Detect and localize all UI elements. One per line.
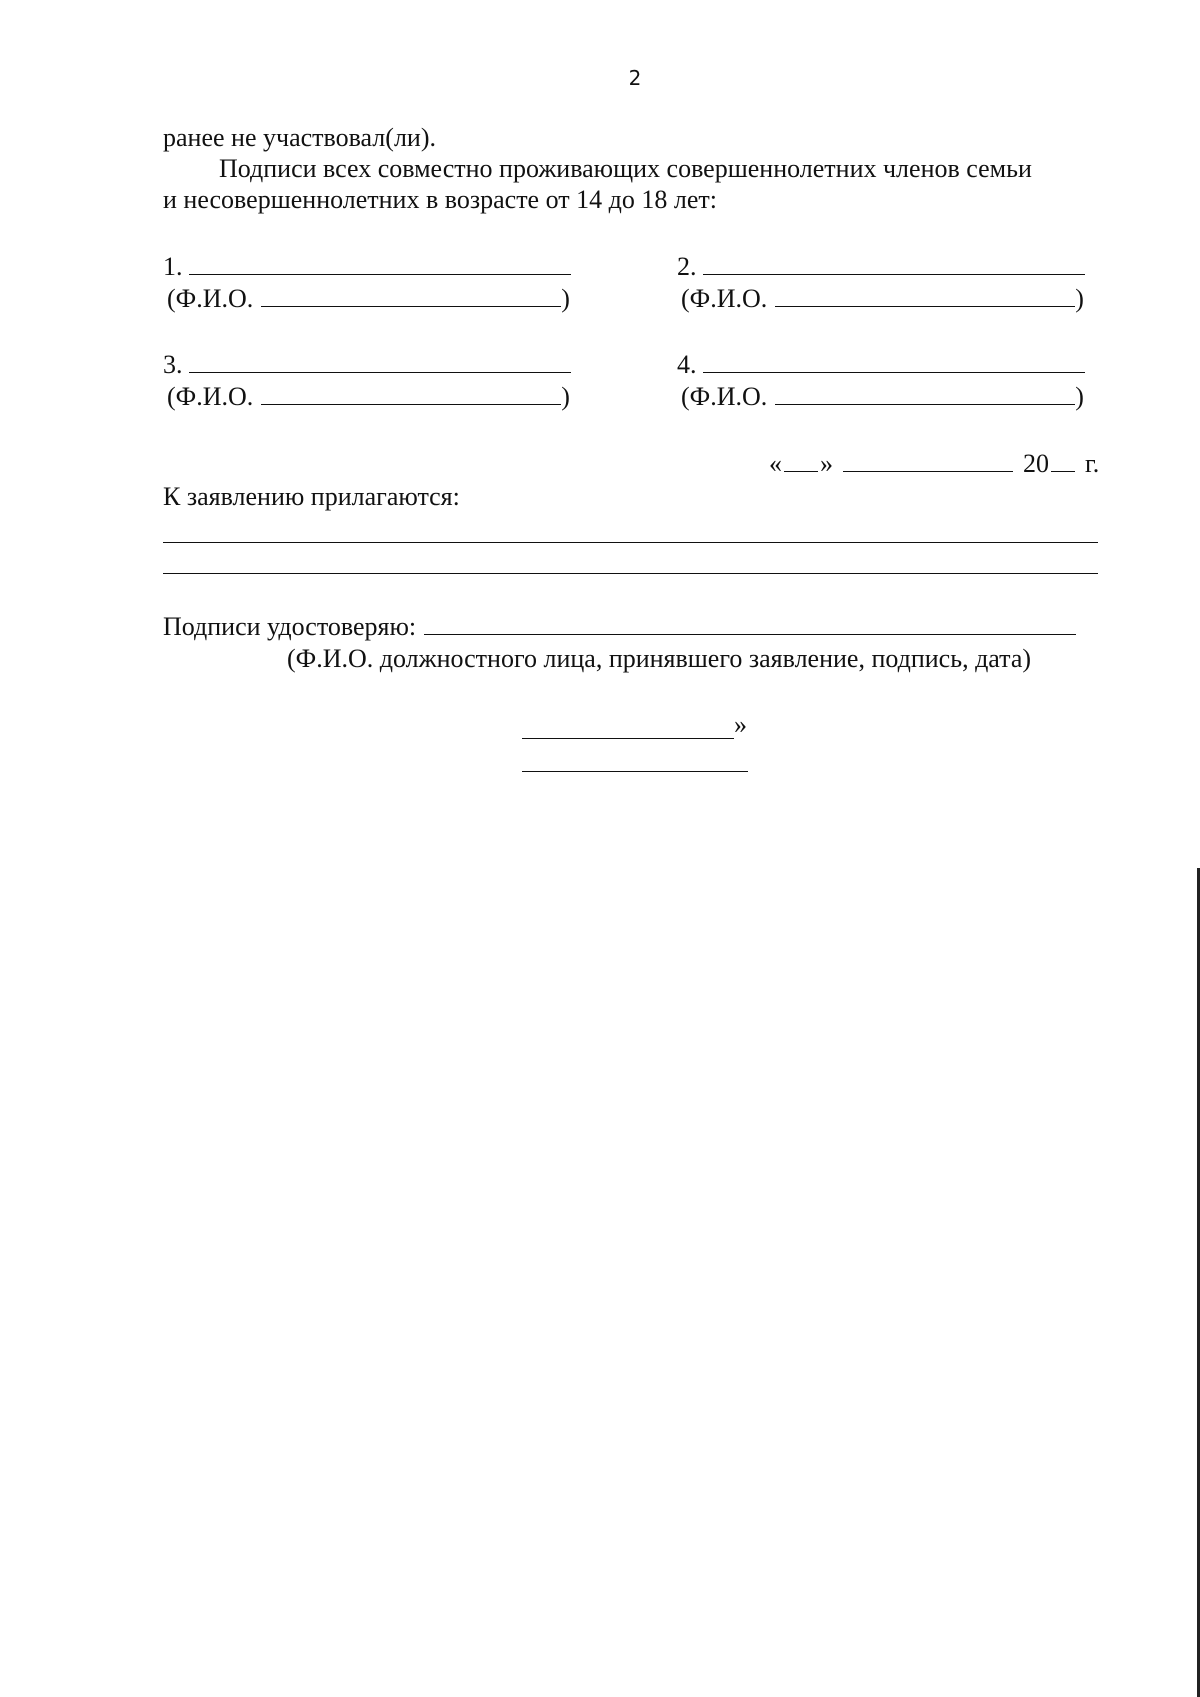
name-line[interactable] xyxy=(775,282,1075,307)
attachments-line-2[interactable] xyxy=(163,573,1098,574)
signature-slot-2-name xyxy=(681,282,1084,314)
name-line[interactable] xyxy=(775,380,1075,405)
date-year-field[interactable] xyxy=(1051,447,1075,472)
signature-slot-number: 2. xyxy=(677,252,697,281)
signature-line[interactable] xyxy=(703,250,1085,275)
footer-line-2 xyxy=(522,771,748,772)
signature-slot-number: 4. xyxy=(677,350,697,379)
name-prefix: (Ф.И.О. xyxy=(167,382,254,411)
name-suffix: ) xyxy=(1075,284,1084,313)
signature-slot-1-name xyxy=(167,282,570,314)
date-year-prefix: 20 xyxy=(1023,449,1049,478)
name-line[interactable] xyxy=(261,380,561,405)
date-year-suffix: г. xyxy=(1085,449,1100,478)
certification-label: Подписи удостоверяю: xyxy=(163,612,417,641)
name-prefix: (Ф.И.О. xyxy=(167,284,254,313)
signature-line[interactable] xyxy=(189,250,571,275)
name-suffix: ) xyxy=(1075,382,1084,411)
signature-slot-number: 3. xyxy=(163,350,183,379)
date-month-field[interactable] xyxy=(843,447,1013,472)
footer-close-quote: » xyxy=(734,710,747,739)
signatures-intro-line-2: и несовершеннолетних в возрасте от 14 до 18 лет: xyxy=(163,185,717,214)
page-number: 2 xyxy=(628,66,642,90)
attachments-label: К заявлению прилагаются: xyxy=(163,482,460,511)
attachments-line-1[interactable] xyxy=(163,542,1098,543)
signature-line[interactable] xyxy=(189,348,571,373)
name-prefix: (Ф.И.О. xyxy=(681,382,768,411)
date-day-field[interactable] xyxy=(784,447,818,472)
date-open-quote: « xyxy=(769,449,782,478)
name-prefix: (Ф.И.О. xyxy=(681,284,768,313)
date-close-quote: » xyxy=(820,449,833,478)
name-line[interactable] xyxy=(261,282,561,307)
signature-slot-4 xyxy=(677,348,1085,380)
signatures-intro-line-1: Подписи всех совместно проживающих совершеннолетних членов семьи xyxy=(219,154,1032,183)
signature-slot-3-name xyxy=(167,380,570,412)
signature-line[interactable] xyxy=(703,348,1085,373)
signature-slot-1 xyxy=(163,250,571,282)
signature-slot-number: 1. xyxy=(163,252,183,281)
continuation-text: ранее не участвовал(ли). xyxy=(163,123,436,152)
footer-line-1 xyxy=(522,738,734,739)
name-suffix: ) xyxy=(561,284,570,313)
signature-slot-4-name xyxy=(681,380,1084,412)
signature-slot-3 xyxy=(163,348,571,380)
certification-row xyxy=(163,610,1076,642)
signature-slot-2 xyxy=(677,250,1085,282)
name-suffix: ) xyxy=(561,382,570,411)
date-line xyxy=(769,447,1099,479)
certification-signature-line[interactable] xyxy=(424,610,1076,635)
certification-caption: (Ф.И.О. должностного лица, принявшего заявление, подпись, дата) xyxy=(287,644,1032,673)
